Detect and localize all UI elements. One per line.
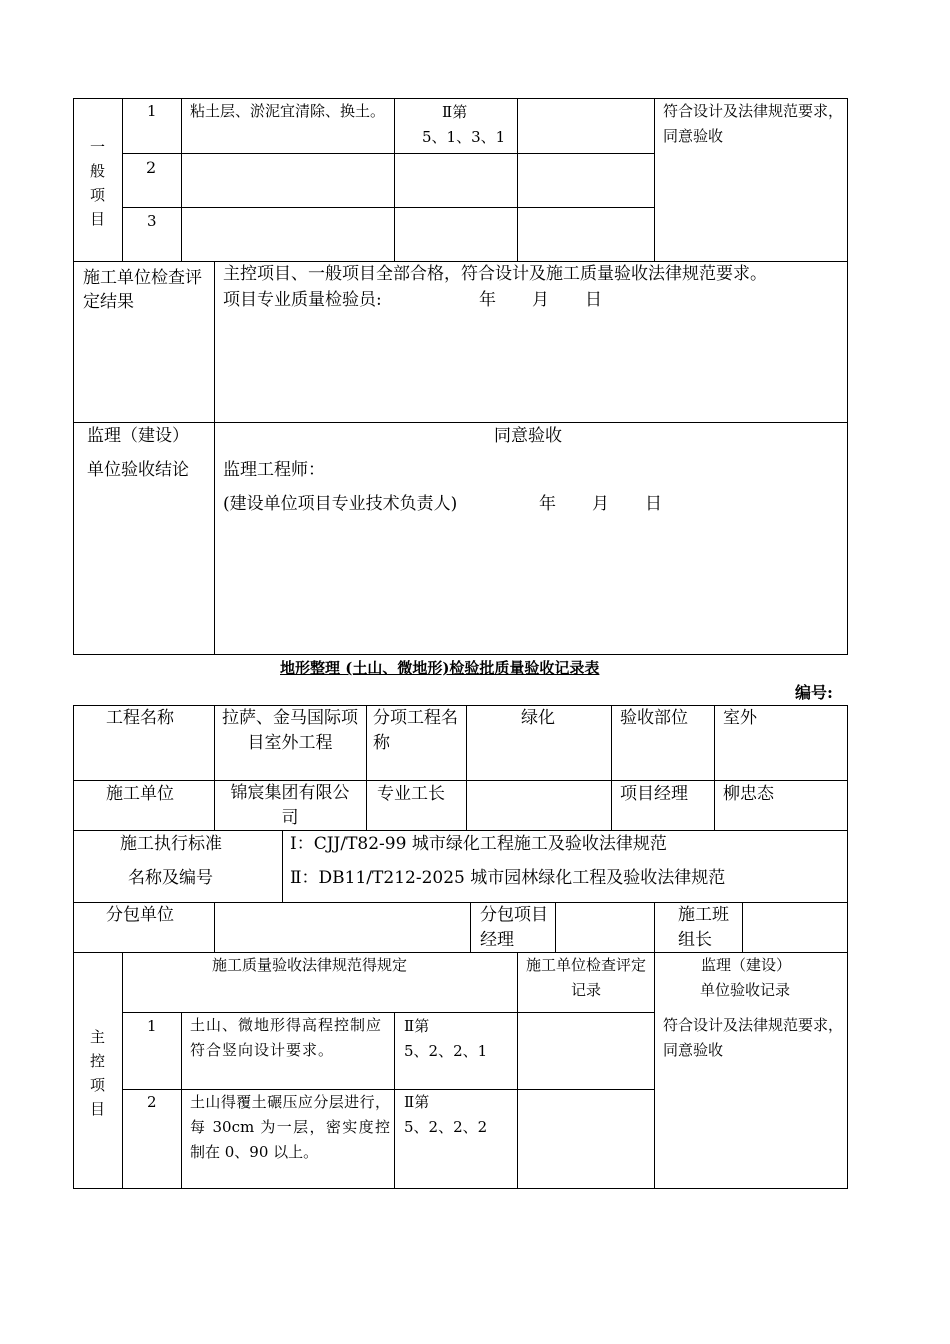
item-description: 土山、微地形得高程控制应符合竖向设计要求。	[190, 1016, 383, 1059]
supervisor-conclusion: 同意验收	[494, 426, 562, 446]
date-year: 年	[539, 494, 556, 514]
supervisor-record: 符合设计及法律规范要求，同意验收	[663, 102, 844, 145]
supervisor-record: 符合设计及法律规范要求，同意验收	[663, 1016, 844, 1059]
supervisor-conclusion-label: 监理（建设）	[87, 426, 189, 446]
project-manager: 柳忠态	[723, 784, 774, 804]
clause-reference: 5、1、3、1	[422, 128, 506, 146]
clause-reference: Ⅱ第	[404, 1093, 430, 1111]
foreman-label: 专业工长	[377, 784, 445, 804]
main-items-label: 主 控 项 目	[90, 1028, 106, 1118]
date-day: 日	[585, 290, 602, 310]
sub-project: 绿化	[521, 708, 555, 728]
item-description: 粘土层、淤泥宜清除、换土。	[190, 102, 386, 120]
row-number: 2	[147, 1093, 157, 1111]
supervising-engineer: 监理工程师：	[223, 460, 325, 480]
spec-header: 施工质量验收法律规范得规定	[212, 956, 408, 974]
supervisor-header: 监理（建设）	[701, 956, 792, 974]
acceptance-part: 室外	[723, 708, 757, 728]
general-items-label: 一 般 项 目	[90, 138, 106, 228]
contractor-result: 主控项目、一般项目全部合格，符合设计及施工质量验收法律规范要求。	[223, 264, 767, 284]
supervisor-header: 单位验收记录	[700, 981, 791, 999]
row-number: 1	[147, 1017, 157, 1035]
project-name-label: 工程名称	[106, 708, 174, 728]
clause-reference: Ⅱ第	[404, 1017, 430, 1035]
sub-project-label: 分项工程名称	[373, 708, 458, 753]
standard-1: Ⅰ：CJJ/T82-99 城市绿化工程施工及验收法律规范	[290, 834, 667, 854]
date-year: 年	[479, 290, 496, 310]
contractor-result-label: 施工单位检查评定结果	[83, 268, 202, 312]
clause-reference: 5、2、2、2	[404, 1118, 488, 1136]
contractor-label: 施工单位	[106, 784, 174, 804]
subcontractor-label: 分包单位	[106, 905, 174, 925]
team-leader-label: 施工班组长	[678, 905, 729, 950]
quality-inspector: 项目专业质量检验员:	[223, 290, 382, 310]
form-number-label: 编号:	[795, 683, 833, 702]
standard-label: 名称及编号	[128, 868, 213, 888]
owner-representative: (建设单位项目专业技术负责人)	[223, 494, 458, 514]
item-description: 土山得覆土碾压应分层进行，每 30cm 为一层，密实度控制在 0、90 以上。	[190, 1093, 390, 1161]
clause-reference: 5、2、2、1	[404, 1042, 488, 1060]
standard-label: 施工执行标准	[120, 834, 222, 854]
form-title: 地形整理 (土山、微地形)检验批质量验收记录表	[280, 659, 600, 677]
clause-reference: Ⅱ第	[442, 103, 468, 121]
row-number: 1	[147, 102, 157, 120]
acceptance-part-label: 验收部位	[620, 708, 688, 728]
project-manager-label: 项目经理	[620, 784, 688, 804]
date-month: 月	[532, 290, 549, 310]
date-month: 月	[592, 494, 609, 514]
supervisor-conclusion-label: 单位验收结论	[87, 460, 189, 480]
sub-pm-label: 分包项目经理	[480, 905, 548, 950]
project-name: 拉萨、金马国际项目室外工程	[222, 708, 358, 753]
row-number: 3	[147, 212, 157, 230]
date-day: 日	[645, 494, 662, 514]
contractor-name: 锦宸集团有限公司	[230, 783, 350, 828]
check-header: 施工单位检查评定记录	[525, 956, 646, 999]
standard-2: Ⅱ：DB11/T212-2025 城市园林绿化工程及验收法律规范	[290, 868, 726, 888]
row-number: 2	[146, 158, 157, 177]
